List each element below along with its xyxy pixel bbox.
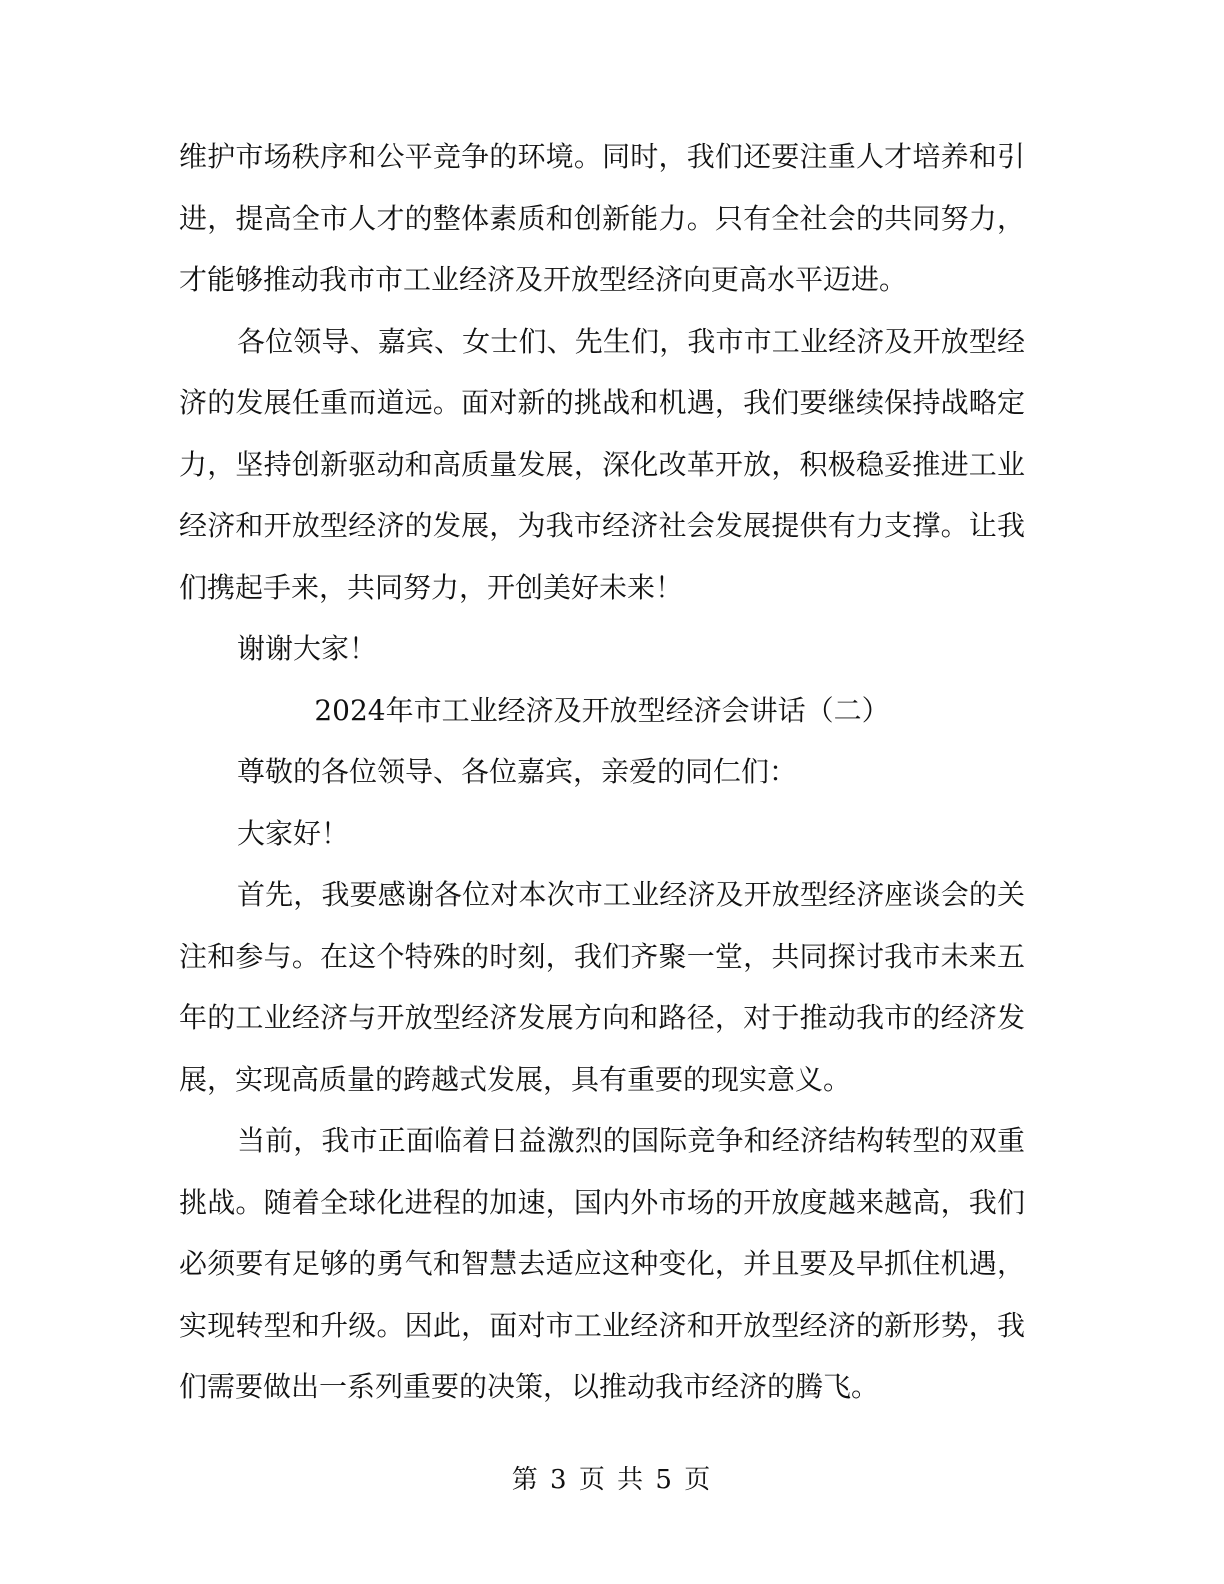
paragraph-challenges: 当前，我市正面临着日益激烈的国际竞争和经济结构转型的双重挑战。随着全球化进程的加速，国内外市场的开放度越来越高，我们必须要有足够的勇气和智慧去适应这种变化，并且要及早抓住机遇，实现转型和升级。因此，面对市工业经济和开放型经济的新形势，我们需要做出一系列重要的决策，以推动我市经济的腾飞。 xyxy=(179,1124,1025,1403)
paragraph-greeting: 大家好！ xyxy=(237,816,350,850)
document-body xyxy=(179,126,1025,1418)
paragraph-thanks: 谢谢大家！ xyxy=(237,632,378,665)
paragraph-closing-remarks: 各位领导、嘉宾、女士们、先生们，我市市工业经济及开放型经济的发展任重而道远。面对新的挑战和机遇，我们要继续保持战略定力，坚持创新驱动和高质量发展，深化改革开放，积极稳妥推进工业经济和开放型经济的发展，为我市经济社会发展提供有力支撑。让我们携起手来，共同努力，开创美好未来！ xyxy=(179,324,1025,604)
paragraph-intro: 首先，我要感谢各位对本次市工业经济及开放型经济座谈会的关注和参与。在这个特殊的时刻，我们齐聚一堂，共同探讨我市未来五年的工业经济与开放型经济发展方向和路径，对于推动我市的经济发展，实现高质量的跨越式发展，具有重要的现实意义。 xyxy=(179,878,1025,1096)
paragraph-salutation: 尊敬的各位领导、各位嘉宾，亲爱的同仁们： xyxy=(237,755,798,788)
paragraph-continued: 维护市场秩序和公平竞争的环境。同时，我们还要注重人才培养和引进，提高全市人才的整体素质和创新能力。只有全社会的共同努力，才能够推动我市市工业经济及开放型经济向更高水平迈进。 xyxy=(179,140,1025,296)
section-title: 2024年市工业经济及开放型经济会讲话（二） xyxy=(314,693,890,727)
page-footer: 第 3 页 共 5 页 xyxy=(511,1465,713,1495)
